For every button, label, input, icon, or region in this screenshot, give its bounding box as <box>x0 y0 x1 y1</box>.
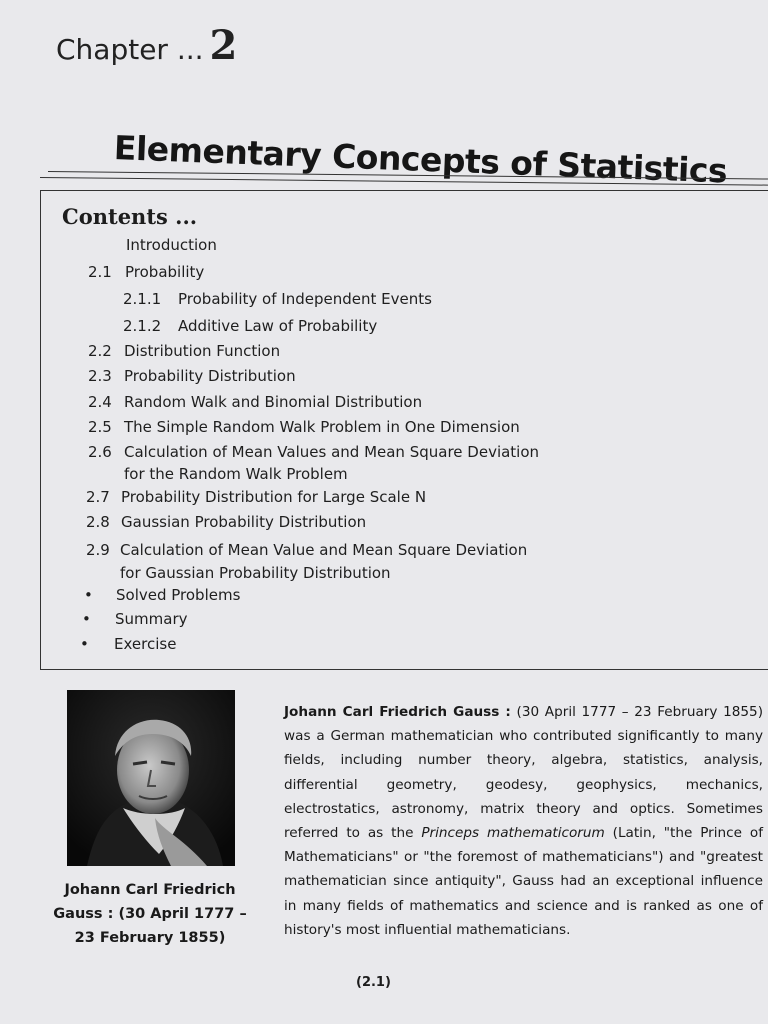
contents-heading: Contents ... <box>62 204 198 229</box>
toc-item: for Gaussian Probability Distribution <box>120 564 391 582</box>
caption-line: 23 February 1855) <box>74 930 226 946</box>
portrait-illustration <box>67 690 235 866</box>
toc-item: • Solved Problems <box>84 586 241 604</box>
caption-line: Johann Carl Friedrich <box>64 882 236 898</box>
toc-item: 2.6 Calculation of Mean Values and Mean Square Deviation <box>88 443 540 461</box>
bio-text: (Latin, "the Prince of Mathematicians" or "the foremost of mathematicians") and "greatest mathematician since antiquity", Gauss had an exceptional influence in many fields of mathematics and science and is ranked as one of history's most influential mathematicians. <box>284 825 763 938</box>
chapter-heading <box>56 22 237 69</box>
portrait-caption <box>32 878 268 950</box>
toc-item: for the Random Walk Problem <box>124 465 348 483</box>
page-number: (2.1) <box>356 975 391 990</box>
chapter-label: Chapter ... <box>56 33 204 66</box>
toc-item: 2.8 Gaussian Probability Distribution <box>86 513 367 531</box>
toc-item: Introduction <box>126 236 217 254</box>
toc-item: • Exercise <box>80 635 177 653</box>
chapter-number: 2 <box>209 22 238 69</box>
chapter-title: Elementary Concepts of Statistics <box>113 128 728 191</box>
toc-item: 2.1.1 Probability of Independent Events <box>123 290 432 308</box>
bio-text: (30 April 1777 – 23 February 1855) was a German mathematician who contributed significantly to many fields, including number theory, algebra, statistics, analysis, differential geometry, geodesy, geophysics, mechanics, electrostatics, astronomy, matrix theory and optics. Sometimes referred to as the <box>284 704 763 842</box>
gauss-biography <box>258 700 763 942</box>
bio-name: Johann Carl Friedrich Gauss : <box>284 704 511 720</box>
toc-item: • Summary <box>82 610 188 628</box>
toc-item: 2.9 Calculation of Mean Value and Mean Square Deviation <box>86 541 528 559</box>
toc-item: 2.7 Probability Distribution for Large Scale N <box>86 488 427 506</box>
caption-line: Gauss : (30 April 1777 – <box>53 906 247 922</box>
toc-item: 2.5 The Simple Random Walk Problem in One Dimension <box>88 418 520 436</box>
toc-item: 2.4 Random Walk and Binomial Distribution <box>88 393 423 411</box>
toc-item: 2.2 Distribution Function <box>88 342 281 360</box>
bio-italic-term: Princeps mathematicorum <box>421 825 605 842</box>
toc-item: 2.1 Probability <box>88 263 205 281</box>
gauss-portrait-photo <box>67 690 235 866</box>
toc-item: 2.3 Probability Distribution <box>88 367 296 385</box>
toc-item: 2.1.2 Additive Law of Probability <box>123 317 378 335</box>
